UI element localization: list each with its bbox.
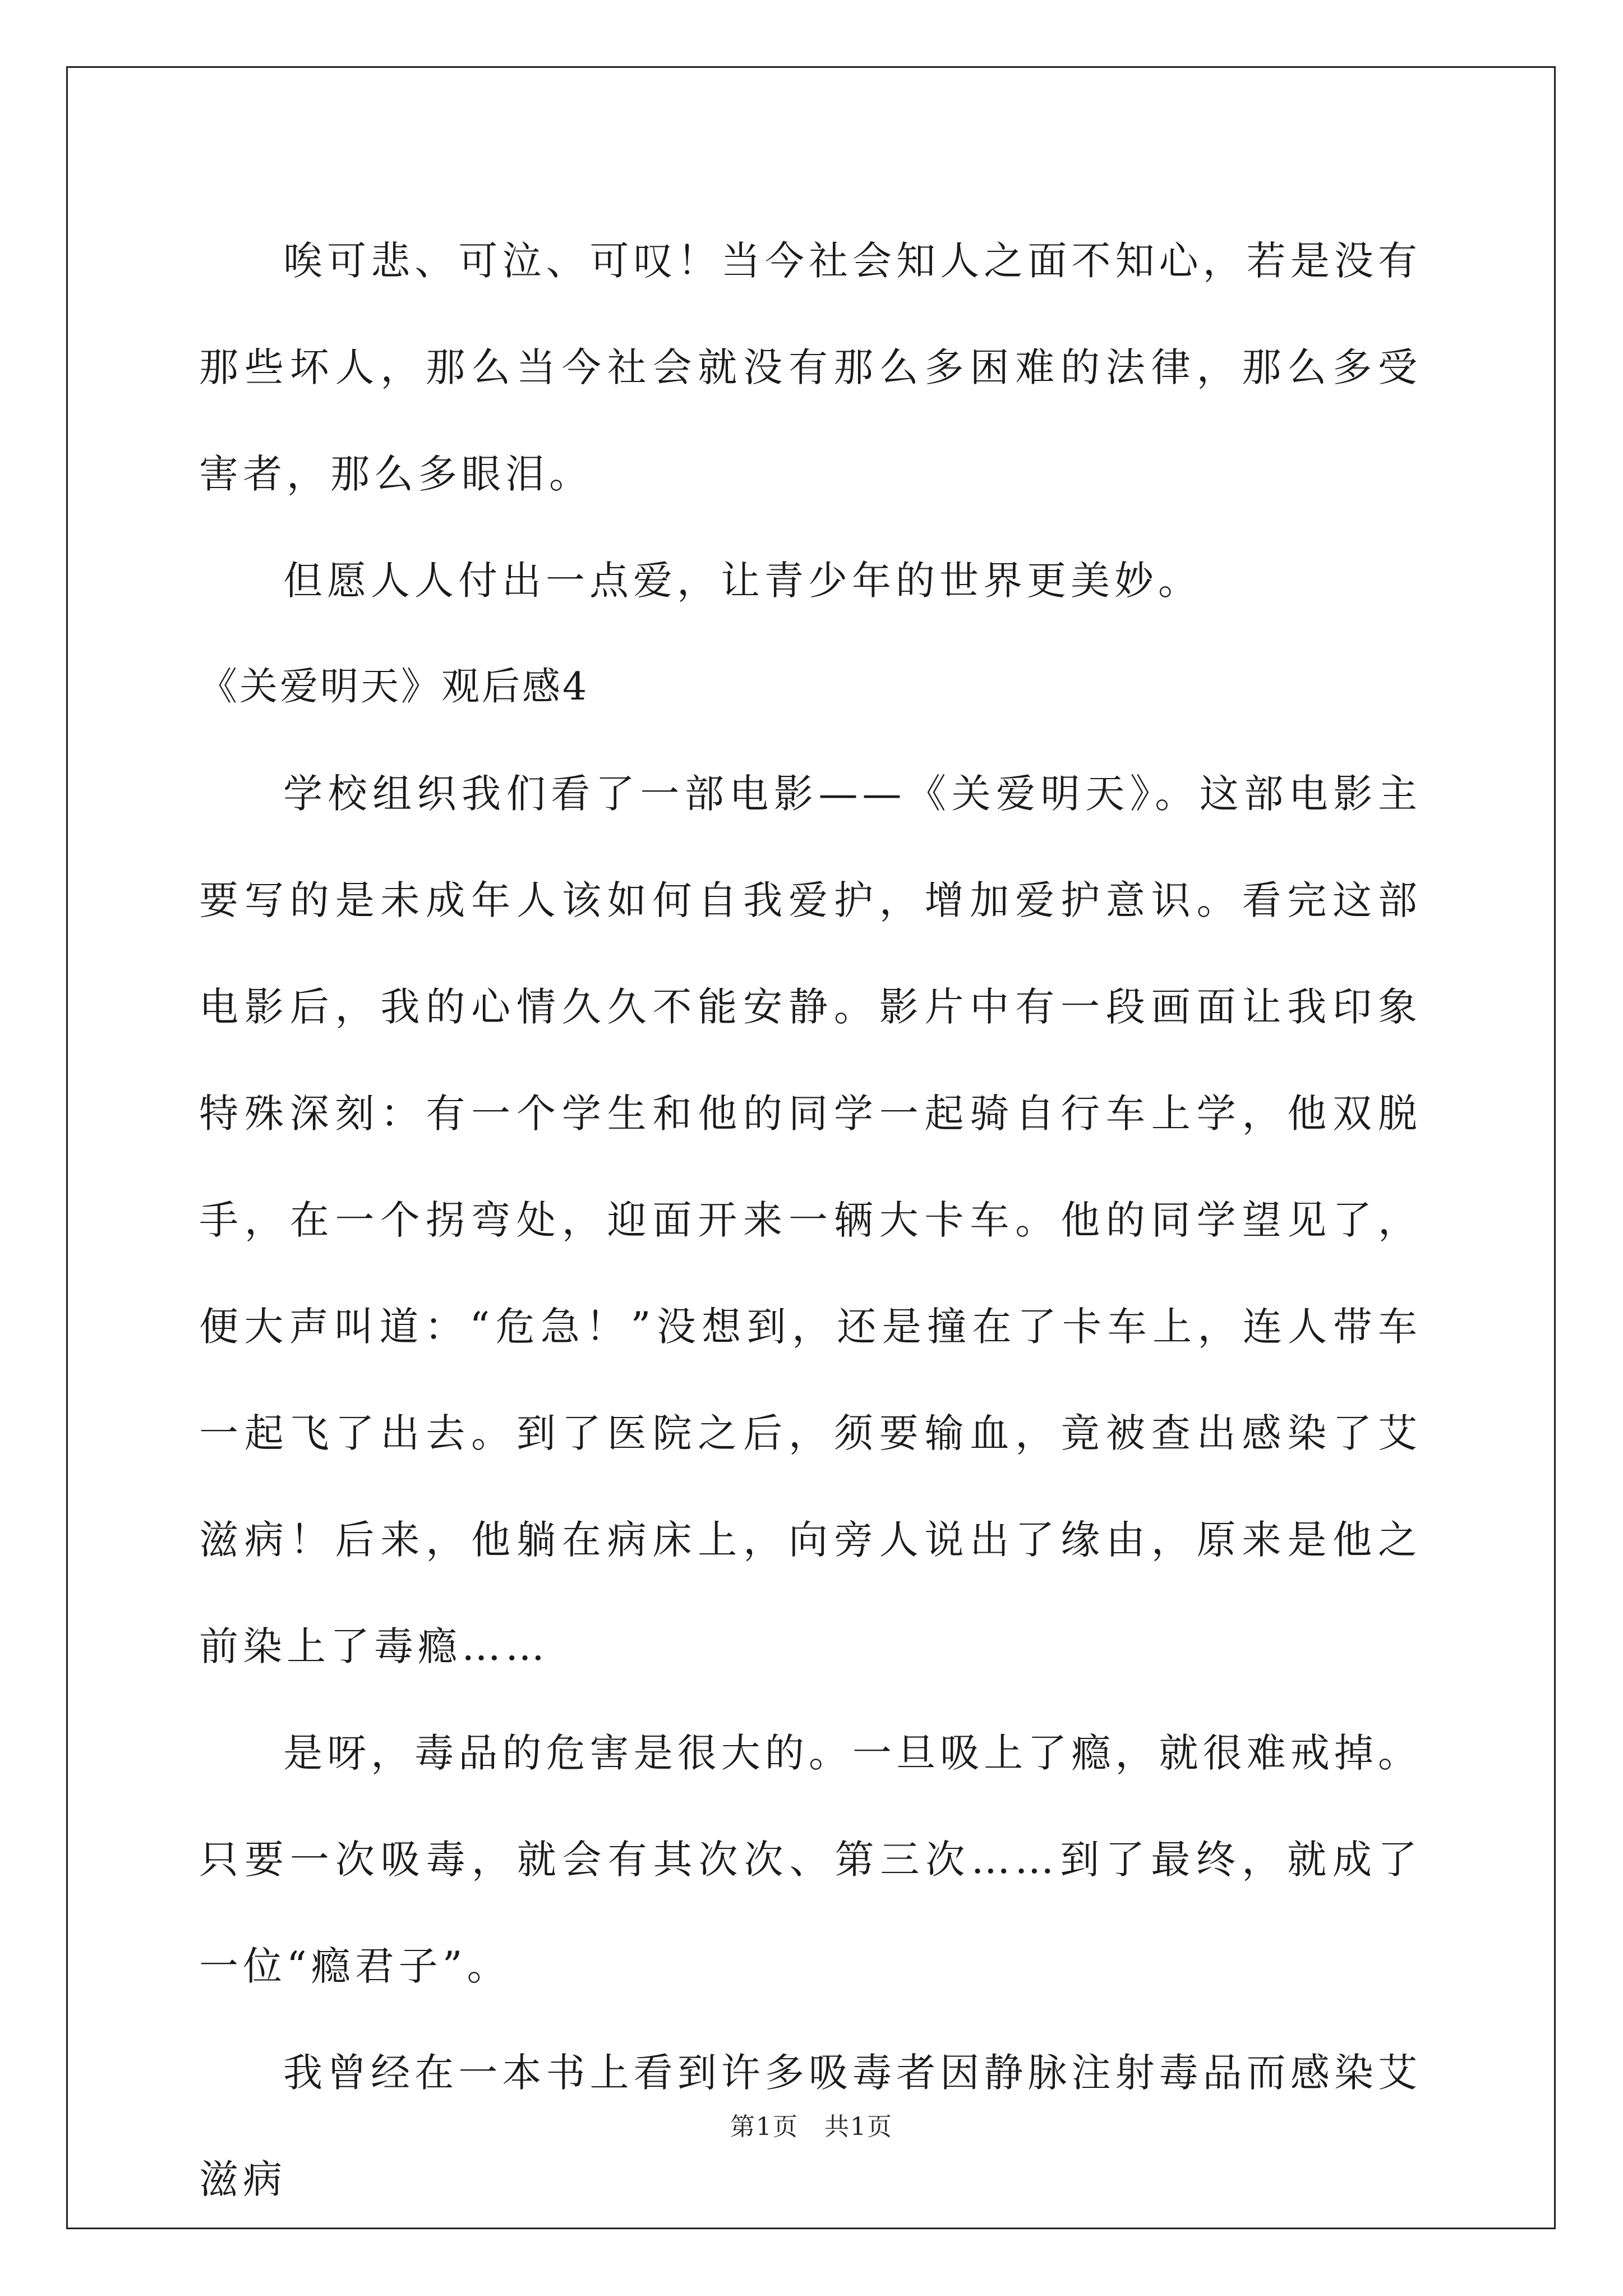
paragraph-5: 我曾经在一本书上看到许多吸毒者因静脉注射毒品而感染艾滋病 xyxy=(199,2050,1422,2202)
paragraph-1: 唉可悲、可泣、可叹！当今社会知人之面不知心，若是没有那些坏人，那么当今社会就没有那么多困难的法律，那么多受害者，那么多眼泪。 xyxy=(199,238,1422,497)
paragraph-4: 是呀，毒品的危害是很大的。一旦吸上了瘾，就很难戒掉。只要一次吸毒，就会有其次次、第三次……到了最终，就成了一位“瘾君子”。 xyxy=(199,1730,1422,1989)
page-footer: 第1页 共1页 xyxy=(730,2113,893,2141)
section-heading: 《关爱明天》观后感4 xyxy=(199,665,589,709)
paragraph-2: 但愿人人付出一点爱，让青少年的世界更美妙。 xyxy=(283,558,1202,604)
document-body xyxy=(199,208,1422,2233)
paragraph-3: 学校组织我们看了一部电影——《关爱明天》。这部电影主要写的是未成年人该如何自我爱护，增加爱护意识。看完这部电影后，我的心情久久不能安静。影片中有一段画面让我印象特殊深刻：有一个学生和他的同学一起骑自行车上学，他双脱手，在一个拐弯处，迎面开来一辆大卡车。他的同学望见了，便大声叫道：“危急！”没想到，还是撞在了卡车上，连人带车一起飞了出去。到了医院之后，须要输血，竟被查出感染了艾滋病！后来，他躺在病床上，向旁人说出了缘由，原来是他之前染上了毒瘾…… xyxy=(199,771,1422,1669)
